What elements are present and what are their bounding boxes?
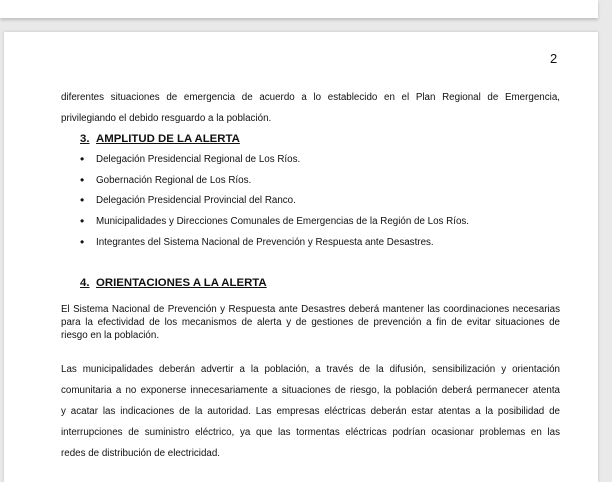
section-3-heading xyxy=(80,132,240,146)
paragraph-line: interrupciones de suministro eléctrico, ya que las tormentas eléctricas podrían ocasionar problemas en las xyxy=(61,427,560,438)
paragraph-line: El Sistema Nacional de Prevención y Respuesta ante Desastres deberá mantener las coordinaciones necesarias xyxy=(61,304,560,315)
section-3-title: AMPLITUD DE LA ALERTA xyxy=(96,133,240,145)
paragraph-line: riesgo en la población. xyxy=(61,330,160,342)
section-4-title: ORIENTACIONES A LA ALERTA xyxy=(96,277,267,289)
paragraph-line: comunitaria a no exponerse innecesariamente a situaciones de riesgo, la población deberá permanecer atenta xyxy=(61,385,560,396)
page-number: 2 xyxy=(550,51,558,66)
alert-scope-list xyxy=(80,153,469,256)
intro-line-1: diferentes situaciones de emergencia de acuerdo a lo establecido en el Plan Regional de Emergencia, xyxy=(61,92,560,103)
paragraph-line: redes de distribución de electricidad. xyxy=(61,448,221,459)
list-item: • Delegación Presidencial Provincial del Ranco. xyxy=(80,194,469,215)
section-4-heading xyxy=(80,276,267,290)
list-item: • Delegación Presidencial Regional de Los Ríos. xyxy=(80,153,469,174)
list-item: • Gobernación Regional de Los Ríos. xyxy=(80,174,469,195)
orientation-paragraph-2 xyxy=(61,363,560,468)
section-4-number: 4. xyxy=(80,277,90,289)
paragraph-line: Las municipalidades deberán advertir a la población, a través de la difusión, sensibilización y orientación xyxy=(61,364,560,375)
section-3-number: 3. xyxy=(80,133,90,145)
list-item: • Integrantes del Sistema Nacional de Prevención y Respuesta ante Desastres. xyxy=(80,236,469,257)
paragraph-line: para la efectividad de los mecanismos de alerta y de gestiones de prevención a fin de evitar situaciones de xyxy=(61,317,560,329)
list-item: • Municipalidades y Direcciones Comunales de Emergencias de la Región de Los Ríos. xyxy=(80,215,469,236)
intro-line-2: privilegiando el debido resguardo a la población. xyxy=(61,113,272,124)
paragraph-line: y acatar las indicaciones de la autoridad. Las empresas eléctricas deberán estar atentas a la posibilidad de xyxy=(61,406,560,417)
orientation-paragraph-1 xyxy=(61,303,560,343)
previous-page-edge xyxy=(0,0,598,18)
